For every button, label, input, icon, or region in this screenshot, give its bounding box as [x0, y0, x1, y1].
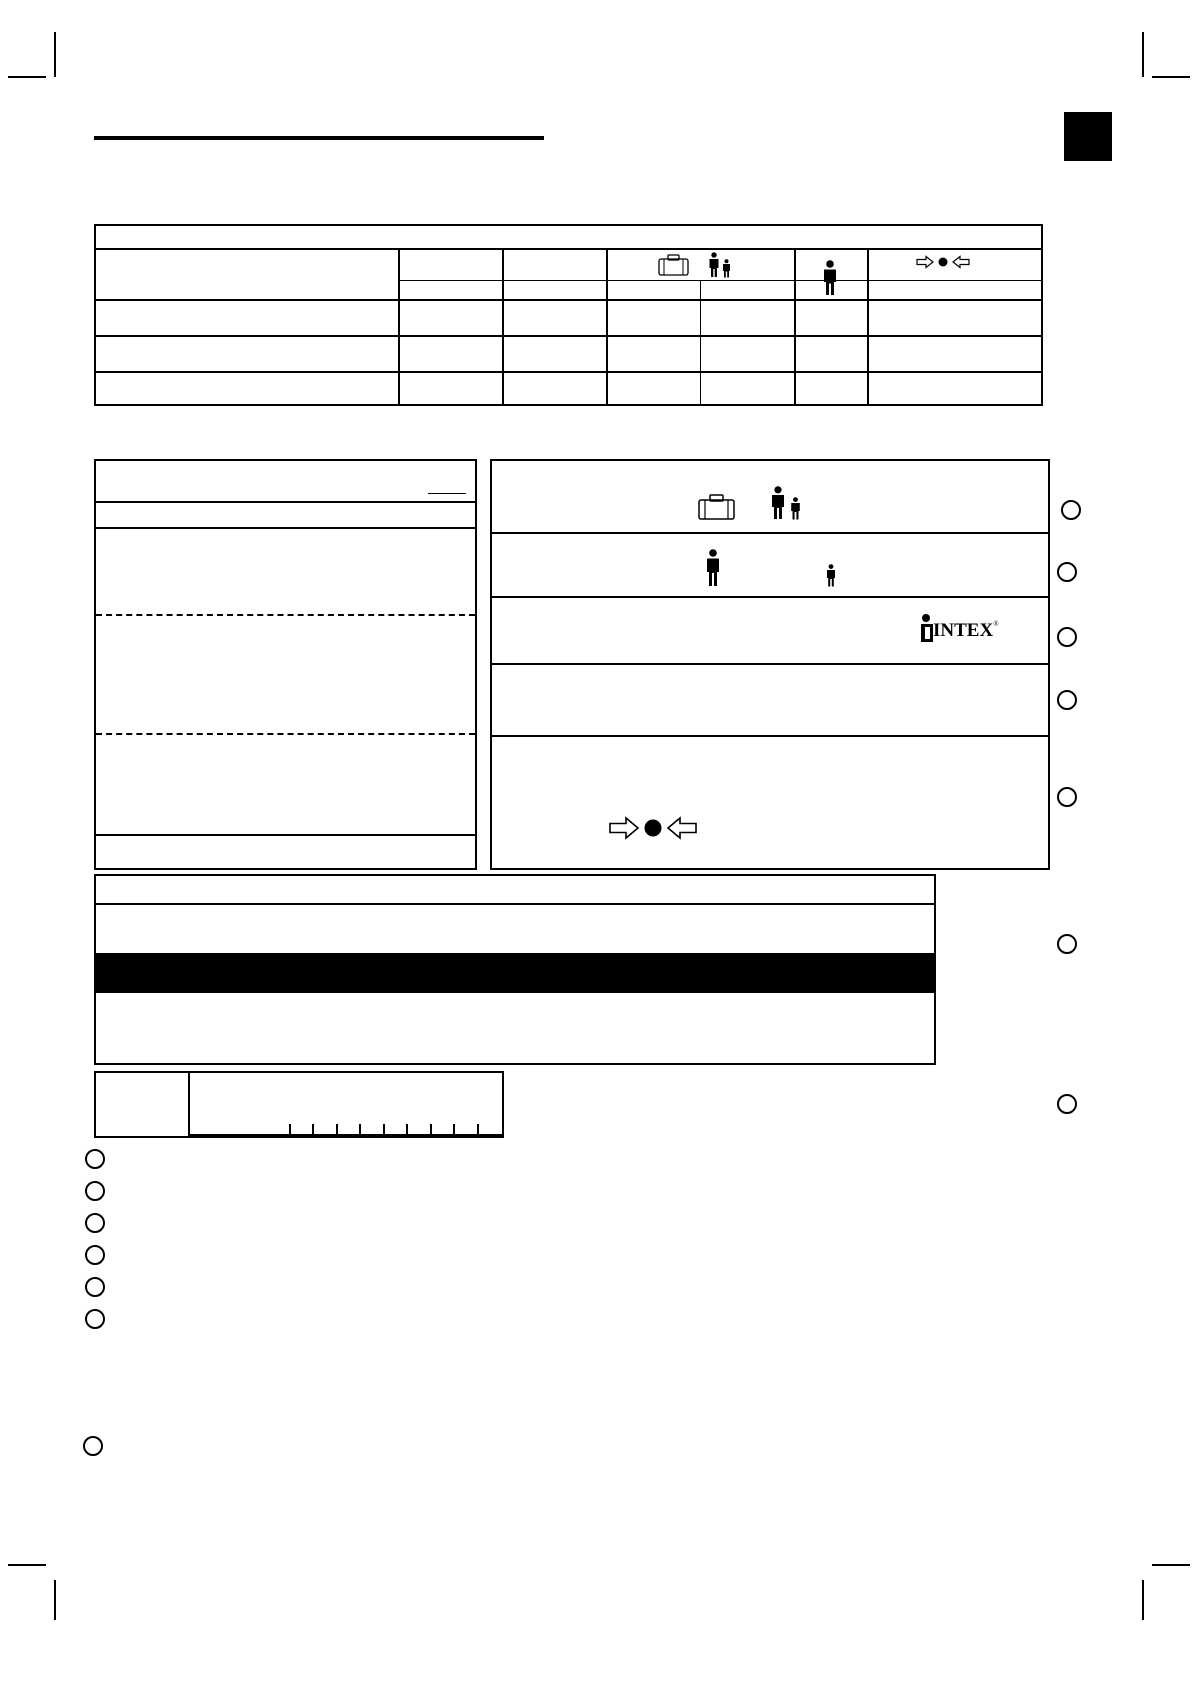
crop-mark [54, 32, 56, 77]
crop-mark [8, 76, 46, 78]
callout-circle [83, 1436, 103, 1456]
table-rule [96, 299, 1041, 301]
child-person-icon [722, 259, 731, 278]
panel-rule [96, 501, 475, 503]
left-panel [94, 459, 477, 870]
bag-icon [698, 494, 736, 520]
table-rule [96, 371, 1041, 373]
spec-table [94, 224, 1043, 406]
intex-logo-text: INTEX® [933, 620, 999, 641]
panel-dashed-rule [96, 733, 475, 735]
panel-rule [96, 903, 934, 905]
bag-icon [658, 254, 690, 276]
valve-arrows-icon [608, 816, 698, 840]
callout-circle [1057, 690, 1077, 710]
valve-arrows-icon [916, 255, 970, 269]
crop-mark [1152, 1564, 1190, 1566]
table-rule [398, 280, 1041, 281]
panel-rule [188, 1073, 190, 1136]
crop-mark [54, 1580, 56, 1620]
intex-logo [920, 613, 1016, 643]
tick-mark [430, 1124, 432, 1135]
table-rule [867, 248, 869, 404]
callout-circle [1057, 1094, 1077, 1114]
callout-circle [1057, 787, 1077, 807]
tick-mark [312, 1124, 314, 1135]
panel-rule [492, 596, 1048, 598]
adult-person-icon [770, 486, 786, 520]
tick-mark [406, 1124, 408, 1135]
table-rule [96, 335, 1041, 337]
capacity-box [94, 1071, 504, 1138]
panel-rule [492, 532, 1048, 534]
callout-circle [85, 1213, 105, 1233]
language-tab [1064, 112, 1112, 161]
child-person-icon [826, 564, 836, 587]
adult-person-icon [708, 252, 720, 278]
warning-band [96, 953, 934, 993]
tick-mark [336, 1124, 338, 1135]
callout-circle [85, 1245, 105, 1265]
callout-circle [1061, 500, 1081, 520]
panel-rule [492, 735, 1048, 737]
crop-mark [1142, 1580, 1144, 1620]
table-rule [502, 248, 504, 404]
crop-mark [8, 1564, 46, 1566]
crop-mark [1152, 76, 1190, 78]
panel-rule [96, 834, 475, 836]
adult-person-icon [705, 549, 721, 587]
tick-mark [383, 1124, 385, 1135]
callout-circle [85, 1181, 105, 1201]
crop-mark [1142, 32, 1144, 77]
tick-mark [359, 1124, 361, 1135]
underline-mark [428, 493, 466, 494]
tick-mark [289, 1124, 291, 1135]
panel-rule [96, 527, 475, 529]
tick-mark [453, 1124, 455, 1135]
title-rule [94, 136, 544, 140]
table-rule [700, 280, 701, 404]
callout-circle [1057, 934, 1077, 954]
table-rule [398, 248, 400, 404]
notice-box [94, 874, 936, 1065]
panel-rule [492, 663, 1048, 665]
table-rule [606, 248, 608, 404]
panel-dashed-rule [96, 614, 475, 616]
table-rule [96, 248, 1041, 250]
right-panel [490, 459, 1050, 870]
callout-circle [1057, 562, 1077, 582]
callout-circle [1057, 627, 1077, 647]
adult-person-icon [822, 260, 838, 296]
callout-circle [85, 1277, 105, 1297]
tick-mark [477, 1124, 479, 1135]
table-rule [794, 248, 796, 404]
callout-circle [85, 1149, 105, 1169]
child-person-icon [790, 497, 801, 520]
callout-circle [85, 1309, 105, 1329]
intex-logo-mark [920, 613, 934, 643]
